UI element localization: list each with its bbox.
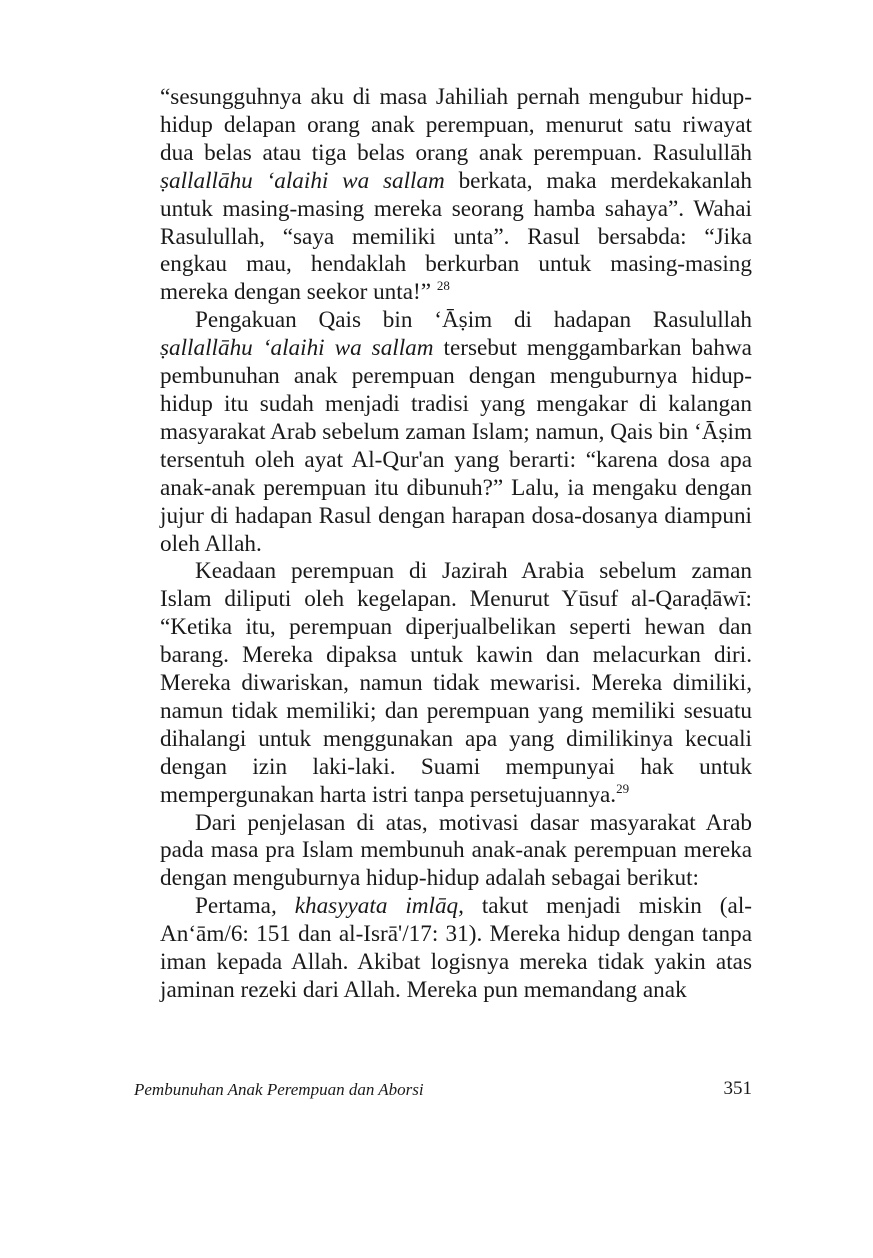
running-title: Pembunuhan Anak Perempuan dan Aborsi (134, 1080, 424, 1099)
arabic-term-italic: , khasyyata imlāq, (270, 893, 464, 920)
footnote-ref: 29 (616, 780, 630, 796)
honorific-italic: ṣallallāhu ‘alaihi wa sallam (160, 335, 434, 362)
paragraph: Pengakuan Qais bin ‘Āṣim di hadapan Rasulullah ṣallallāhu ‘alaihi wa sallam tersebut menggambarkan bahwa pembunuhan anak perempuan dengan menguburnya hidup-hidup itu sudah menjadi tradisi yang mengakar di kalangan masyarakat Arab sebelum zaman Islam; namun, Qais bin ‘Āṣim tersentuh oleh ayat Al-Qur'an yang berarti: “karena dosa apa anak-anak perempuan itu dibunuh?” Lalu, ia mengaku dengan jujur di hadapan Rasul dengan harapan dosa-dosanya diampuni oleh Allah. (160, 307, 752, 557)
paragraph: Dari penjelasan di atas, motivasi dasar masyarakat Arab pada masa pra Islam membunuh anak-anak perempuan mereka dengan menguburnya hidup-hidup adalah sebagai berikut: (160, 809, 752, 892)
page-number: 351 (723, 1078, 752, 1099)
paragraph: Pertama, khasyyata imlāq, takut menjadi miskin (al-An‘ām/6: 151 dan al-Isrā'/17: 31). Mereka hidup dengan tanpa iman kepada Allah. Akibat logisnya mereka tidak yakin atas jaminan rezeki dari Allah. Mereka pun memandang anak (160, 893, 752, 1003)
paragraph: Keadaan perempuan di Jazirah Arabia sebelum zaman Islam diliputi oleh kegelapan. Menurut Yūsuf al-Qaraḍāwī: “Ketika itu, perempuan diperjualbelikan seperti hewan dan barang. Mereka dipaksa untuk kawin dan melacurkan diri. Mereka diwariskan, namun tidak mewarisi. Mereka dimiliki, namun tidak memiliki; dan perempuan yang memiliki sesuatu dihalangi untuk menggunakan apa yang dimilikinya kecuali dengan izin laki-laki. Suami mempunyai hak untuk mempergunakan harta istri tanpa persetujuannya.$^{29}$ (160, 558, 752, 808)
footnote-ref: 28 (436, 278, 450, 294)
paragraph: “sesungguhnya aku di masa Jahiliah pernah mengubur hidup-hidup delapan orang anak perempuan, menurut satu riwayat dua belas atau tiga belas orang anak perempuan. Rasulullāh ṣallallāhu ‘alaihi wa sallam berkata, maka merdekakanlah untuk masing-masing mereka seorang hamba sahaya”. Wahai Rasulullah, “saya memiliki unta”. Rasul bersabda: “Jika engkau mau, hendaklah berkurban untuk masing-masing mereka dengan seekor unta!” $^{28}$ (160, 84, 752, 306)
main-text (160, 84, 752, 1005)
honorific-italic: ṣallallāhu ‘alaihi wa sallam (160, 167, 445, 194)
